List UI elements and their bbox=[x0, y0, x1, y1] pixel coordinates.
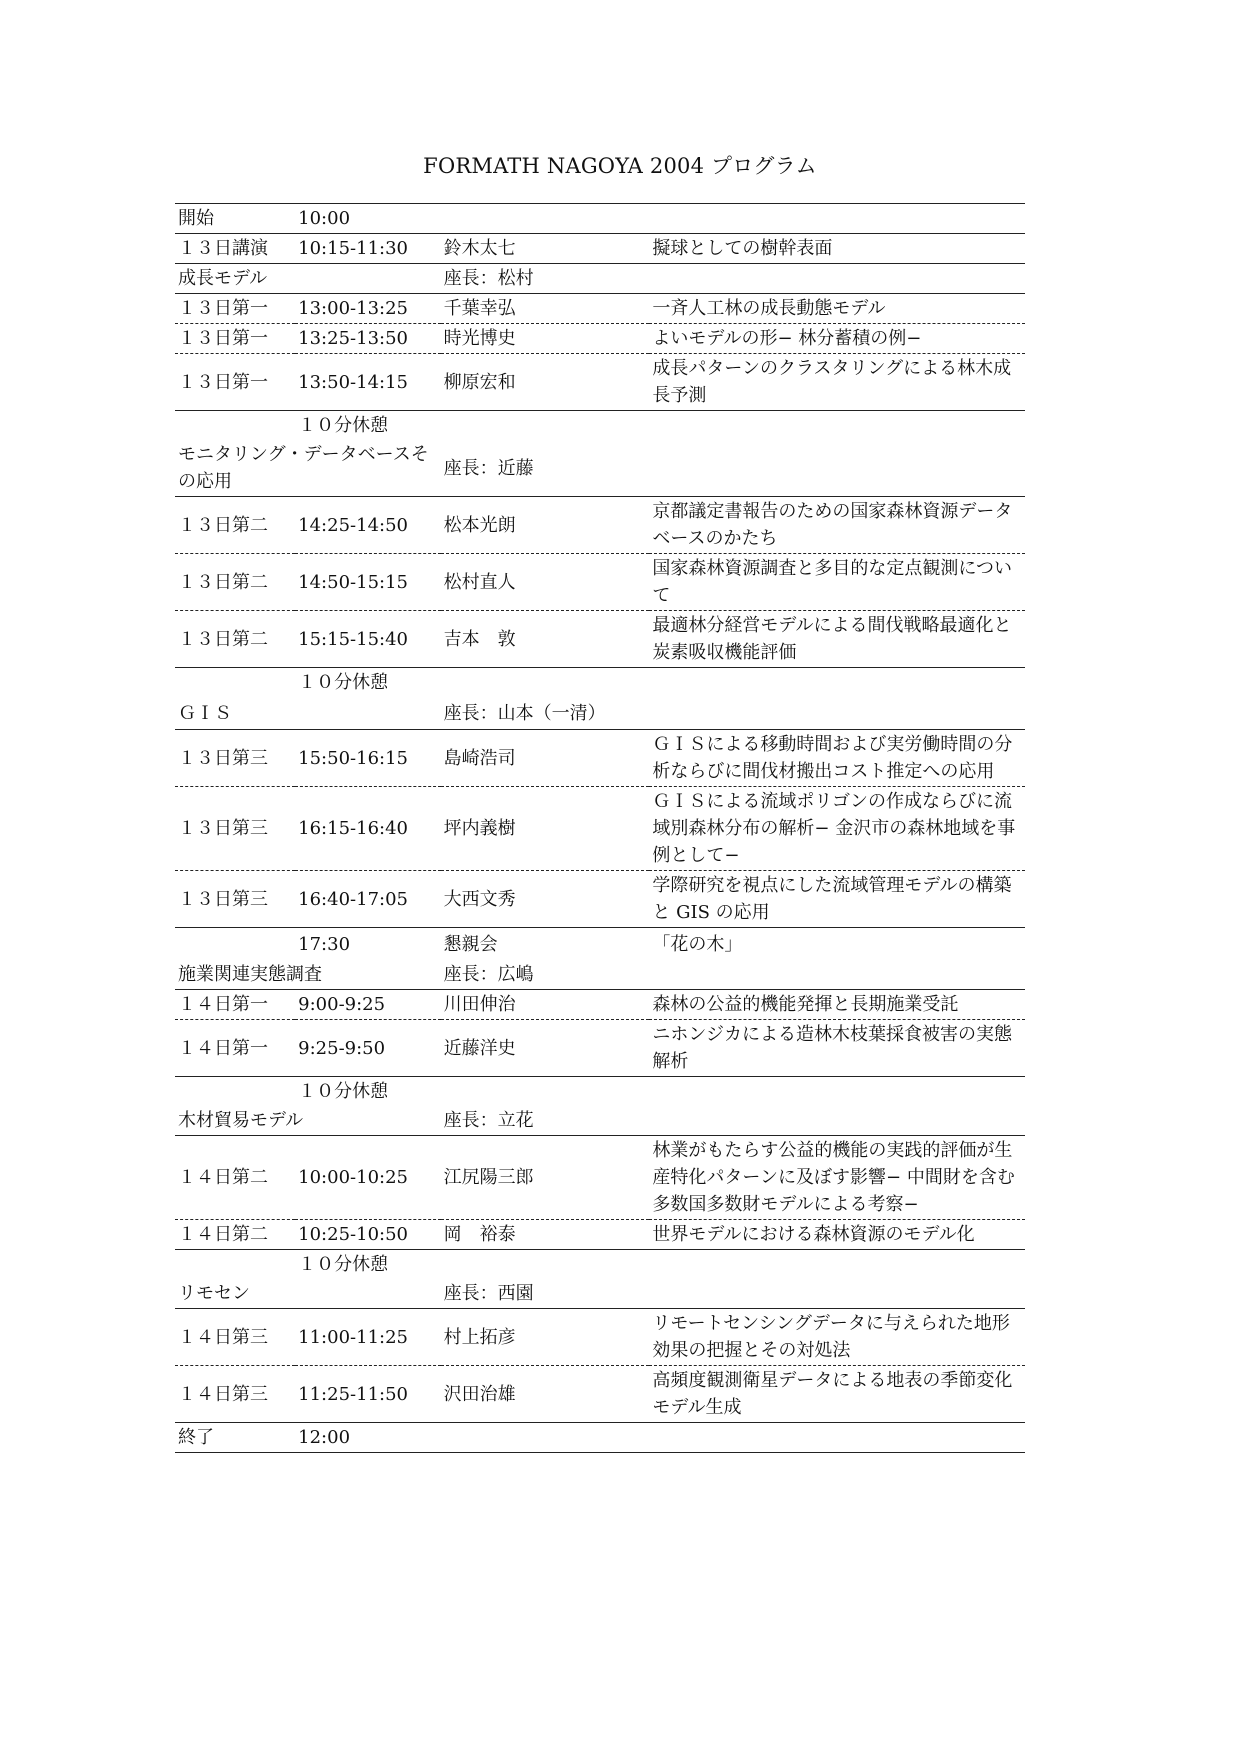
talk-title-cell: 森林の公益的機能発揮と長期施業受託 bbox=[649, 990, 1025, 1020]
session-cell: １３日第一 bbox=[175, 294, 295, 324]
time-cell bbox=[295, 264, 440, 294]
speaker-cell: 沢田治雄 bbox=[441, 1366, 650, 1423]
session-name-cell: 木材貿易モデル bbox=[178, 1110, 304, 1131]
speaker-cell bbox=[441, 411, 650, 441]
table-row bbox=[175, 1220, 1025, 1250]
time-cell: 15:15-15:40 bbox=[295, 611, 440, 668]
table-row bbox=[175, 1366, 1025, 1423]
time-cell: 9:00-9:25 bbox=[295, 990, 440, 1020]
time-cell: 14:25-14:50 bbox=[295, 497, 440, 554]
table-row bbox=[175, 697, 1025, 730]
speaker-cell: 座長：山本（一清） bbox=[443, 702, 606, 724]
time-cell: １０分休憩 bbox=[295, 1077, 440, 1107]
session-cell: １３日第三 bbox=[175, 787, 295, 871]
talk-title-cell bbox=[649, 697, 1025, 730]
speaker-cell bbox=[441, 668, 650, 698]
time-cell: 13:50-14:15 bbox=[295, 354, 440, 411]
table-row bbox=[175, 871, 1025, 928]
table-row bbox=[175, 990, 1025, 1020]
table-row bbox=[175, 1250, 1025, 1280]
table-row bbox=[175, 1309, 1025, 1366]
session-cell bbox=[175, 1077, 295, 1107]
table-row bbox=[175, 928, 1025, 961]
table-row bbox=[175, 354, 1025, 411]
speaker-cell: 坪内義樹 bbox=[441, 787, 650, 871]
talk-title-cell bbox=[649, 204, 1025, 234]
session-cell bbox=[175, 411, 295, 441]
table-row bbox=[175, 1077, 1025, 1107]
time-cell: 11:25-11:50 bbox=[295, 1366, 440, 1423]
session-cell: １３日第二 bbox=[175, 497, 295, 554]
table-row bbox=[175, 411, 1025, 441]
talk-title-cell: リモートセンシングデータに与えられた地形効果の把握とその対処法 bbox=[649, 1309, 1025, 1366]
table-row bbox=[175, 294, 1025, 324]
session-cell: 開始 bbox=[175, 204, 295, 234]
speaker-cell: 島崎浩司 bbox=[441, 730, 650, 787]
table-row bbox=[175, 497, 1025, 554]
time-cell: 9:25-9:50 bbox=[295, 1020, 440, 1077]
session-cell: １３日講演 bbox=[175, 234, 295, 264]
time-cell: 13:25-13:50 bbox=[295, 324, 440, 354]
talk-title-cell: 一斉人工林の成長動態モデル bbox=[649, 294, 1025, 324]
time-cell: 14:50-15:15 bbox=[295, 554, 440, 611]
table-row bbox=[175, 1423, 1025, 1453]
table-row bbox=[175, 234, 1025, 264]
talk-title-cell: 学際研究を視点にした流域管理モデルの構築と GIS の応用 bbox=[649, 871, 1025, 928]
time-cell bbox=[295, 1279, 440, 1309]
time-cell: 16:15-16:40 bbox=[295, 787, 440, 871]
time-cell: 13:00-13:25 bbox=[295, 294, 440, 324]
table-row bbox=[175, 1020, 1025, 1077]
speaker-cell: 村上拓彦 bbox=[441, 1309, 650, 1366]
speaker-cell bbox=[441, 1077, 650, 1107]
table-row bbox=[175, 324, 1025, 354]
time-cell: 10:00-10:25 bbox=[295, 1136, 440, 1220]
speaker-cell bbox=[441, 1423, 650, 1453]
time-cell: １０分休憩 bbox=[295, 1250, 440, 1280]
table-row bbox=[175, 787, 1025, 871]
speaker-cell: 大西文秀 bbox=[441, 871, 650, 928]
time-cell: １０分休憩 bbox=[295, 668, 440, 698]
talk-title-cell: ＧＩＳによる移動時間および実労働時間の分析ならびに間伐材搬出コスト推定への応用 bbox=[649, 730, 1025, 787]
session-cell bbox=[175, 668, 295, 698]
talk-title-cell: 高頻度観測衛星データによる地表の季節変化モデル生成 bbox=[649, 1366, 1025, 1423]
session-cell: １３日第二 bbox=[175, 554, 295, 611]
speaker-cell bbox=[441, 204, 650, 234]
speaker-cell: 懇親会 bbox=[441, 928, 650, 961]
time-cell: 15:50-16:15 bbox=[295, 730, 440, 787]
session-cell: １４日第三 bbox=[175, 1366, 295, 1423]
talk-title-cell: よいモデルの形− 林分蓄積の例− bbox=[649, 324, 1025, 354]
time-cell: 10:25-10:50 bbox=[295, 1220, 440, 1250]
speaker-cell: 川田伸治 bbox=[441, 990, 650, 1020]
time-cell: 10:00 bbox=[295, 204, 440, 234]
talk-title-cell bbox=[649, 1423, 1025, 1453]
talk-title-cell: 擬球としての樹幹表面 bbox=[649, 234, 1025, 264]
talk-title-cell: ＧＩＳによる流域ポリゴンの作成ならびに流域別森林分布の解析− 金沢市の森林地域を事例として− bbox=[649, 787, 1025, 871]
talk-title-cell: 国家森林資源調査と多目的な定点観測について bbox=[649, 554, 1025, 611]
session-cell: １４日第二 bbox=[175, 1136, 295, 1220]
session-cell: １３日第三 bbox=[175, 871, 295, 928]
speaker-cell: 江尻陽三郎 bbox=[441, 1136, 650, 1220]
session-cell: １４日第一 bbox=[175, 990, 295, 1020]
table-row bbox=[175, 1136, 1025, 1220]
table-row bbox=[175, 440, 1025, 497]
time-cell: 12:00 bbox=[295, 1423, 440, 1453]
session-cell: １４日第三 bbox=[175, 1309, 295, 1366]
speaker-cell: 吉本 敦 bbox=[441, 611, 650, 668]
time-cell: 17:30 bbox=[295, 928, 440, 961]
session-cell: 成長モデル bbox=[175, 264, 295, 294]
table-row bbox=[175, 204, 1025, 234]
session-cell: １４日第二 bbox=[175, 1220, 295, 1250]
table-row bbox=[175, 960, 1025, 990]
table-row bbox=[175, 668, 1025, 698]
session-cell: ＧＩＳ bbox=[178, 702, 232, 724]
speaker-cell: 岡 裕泰 bbox=[441, 1220, 650, 1250]
time-cell: 11:00-11:25 bbox=[295, 1309, 440, 1366]
session-cell: １３日第三 bbox=[175, 730, 295, 787]
speaker-cell: 時光博史 bbox=[441, 324, 650, 354]
talk-title-cell: 最適林分経営モデルによる間伐戦略最適化と炭素吸収機能評価 bbox=[649, 611, 1025, 668]
table-row bbox=[175, 611, 1025, 668]
speaker-cell: 近藤洋史 bbox=[441, 1020, 650, 1077]
time-cell: 16:40-17:05 bbox=[295, 871, 440, 928]
session-name-cell: 施業関連実態調査 bbox=[178, 964, 322, 985]
table-row bbox=[175, 730, 1025, 787]
talk-title-cell: ニホンジカによる造林木枝葉採食被害の実態解析 bbox=[649, 1020, 1025, 1077]
table-row bbox=[175, 1279, 1025, 1309]
session-cell: １３日第一 bbox=[175, 324, 295, 354]
session-cell: 終了 bbox=[175, 1423, 295, 1453]
session-cell bbox=[175, 1250, 295, 1280]
talk-title-cell bbox=[649, 960, 1025, 990]
speaker-cell: 鈴木太七 bbox=[441, 234, 650, 264]
session-cell: リモセン bbox=[178, 1283, 250, 1304]
talk-title-cell: 「花の木」 bbox=[649, 928, 1025, 961]
session-cell bbox=[175, 928, 295, 961]
talk-title-cell bbox=[649, 264, 1025, 294]
talk-title-cell: 成長パターンのクラスタリングによる林木成長予測 bbox=[649, 354, 1025, 411]
speaker-cell: 座長：広嶋 bbox=[443, 964, 534, 985]
talk-title-cell: 京都議定書報告のための国家森林資源データベースのかたち bbox=[649, 497, 1025, 554]
talk-title-cell bbox=[649, 668, 1025, 698]
time-cell: 10:15-11:30 bbox=[295, 234, 440, 264]
program-table bbox=[175, 203, 1025, 1453]
page-title: FORMATH NAGOYA 2004 プログラム bbox=[423, 154, 817, 178]
talk-title-cell bbox=[649, 1106, 1025, 1136]
session-cell: １３日第一 bbox=[175, 354, 295, 411]
speaker-cell: 柳原宏和 bbox=[441, 354, 650, 411]
session-cell: １４日第一 bbox=[175, 1020, 295, 1077]
talk-title-cell bbox=[649, 440, 1025, 497]
talk-title-cell bbox=[649, 1250, 1025, 1280]
speaker-cell bbox=[441, 1250, 650, 1280]
speaker-cell: 座長：松村 bbox=[441, 264, 650, 294]
speaker-cell: 座長：西園 bbox=[443, 1283, 534, 1304]
talk-title-cell: 林業がもたらす公益的機能の実践的評価が生産特化パターンに及ぼす影響− 中間財を含む多数国多数財モデルによる考察− bbox=[649, 1136, 1025, 1220]
table-row bbox=[175, 264, 1025, 294]
session-cell: １３日第二 bbox=[175, 611, 295, 668]
talk-title-cell: 世界モデルにおける森林資源のモデル化 bbox=[649, 1220, 1025, 1250]
speaker-cell: 座長：立花 bbox=[443, 1110, 534, 1131]
time-cell: １０分休憩 bbox=[295, 411, 440, 441]
talk-title-cell bbox=[649, 411, 1025, 441]
table-row bbox=[175, 554, 1025, 611]
table-row bbox=[175, 1106, 1025, 1136]
talk-title-cell bbox=[649, 1279, 1025, 1309]
session-name-cell: モニタリング・データベースその応用 bbox=[178, 444, 429, 492]
time-cell bbox=[295, 697, 440, 730]
speaker-cell: 松村直人 bbox=[441, 554, 650, 611]
speaker-cell: 千葉幸弘 bbox=[441, 294, 650, 324]
speaker-cell: 座長：近藤 bbox=[443, 457, 534, 479]
talk-title-cell bbox=[649, 1077, 1025, 1107]
speaker-cell: 松本光朗 bbox=[441, 497, 650, 554]
